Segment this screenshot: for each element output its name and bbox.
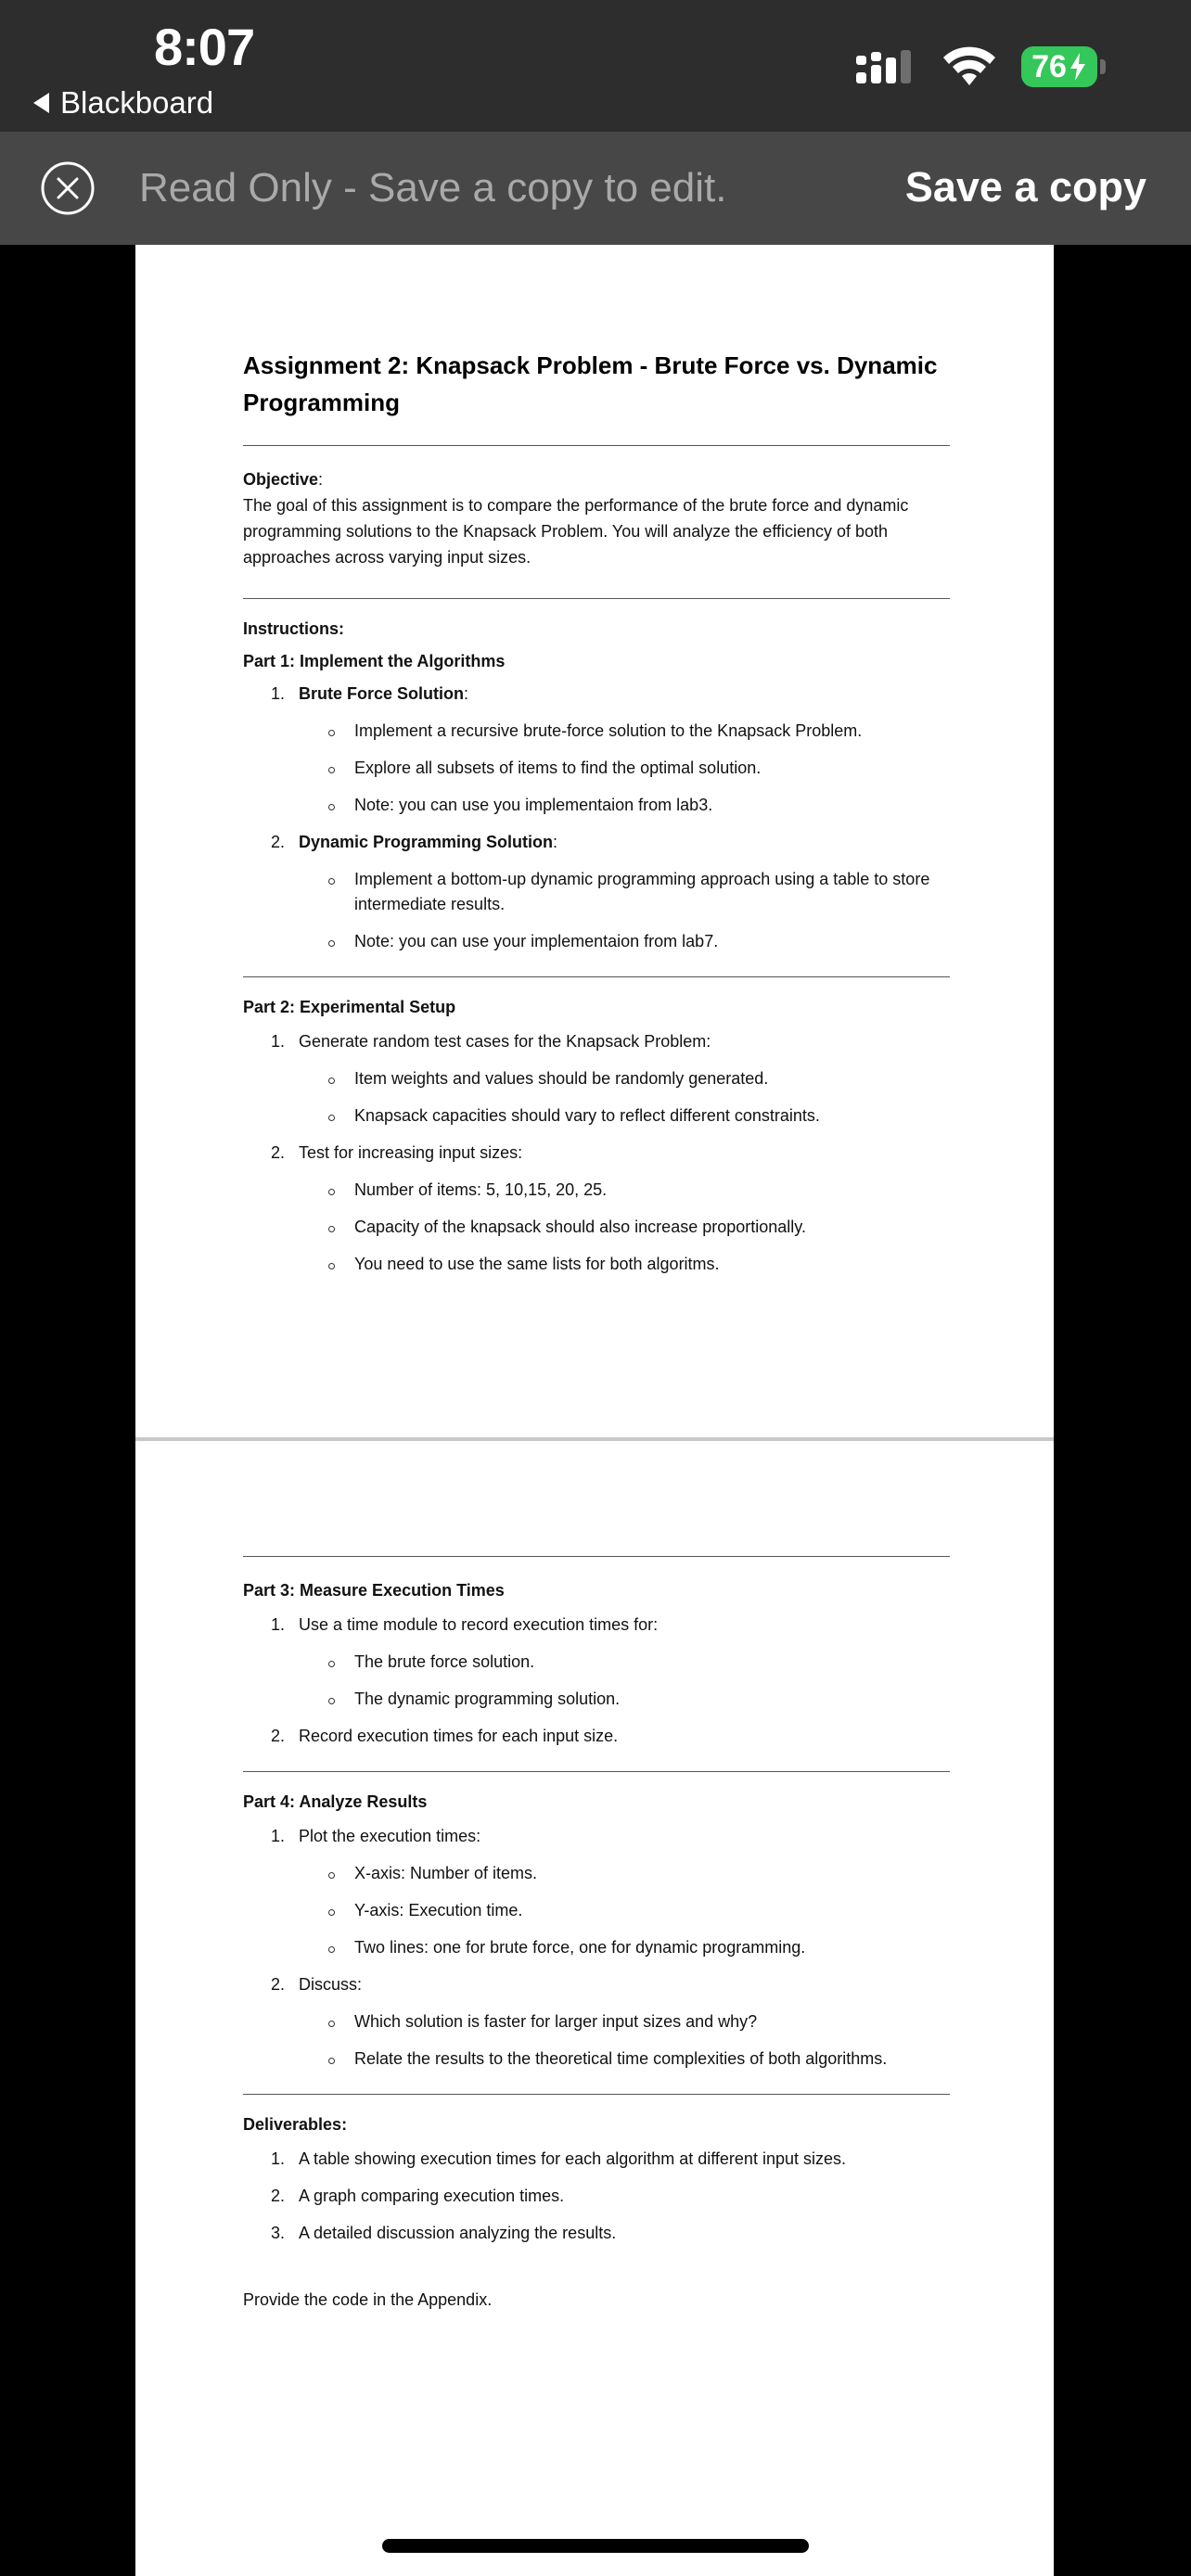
instructions-label: Instructions: — [243, 619, 345, 638]
list-item: 1. Plot the execution times: X-axis: Number of items. Y-axis: Execution time. Two lines: one for brute force, one for dynamic programming. — [271, 1823, 950, 1960]
save-a-copy-button[interactable]: Save a copy — [904, 163, 1146, 210]
list-item: 3. A detailed discussion analyzing the results. — [271, 2224, 617, 2242]
bullet-item: Relate the results to the theoretical time complexities of both algorithms. — [327, 2047, 950, 2072]
part3-list — [271, 1612, 950, 1749]
list-item: 2. A graph comparing execution times. — [271, 2187, 565, 2205]
list-item: 1. A table showing execution times for each algorithm at different input sizes. — [271, 2149, 846, 2168]
part1-heading: Part 1: Implement the Algorithms — [243, 652, 506, 670]
bullet-item: Capacity of the knapsack should also increase proportionally. — [327, 1215, 950, 1240]
bullet-item: Two lines: one for brute force, one for dynamic programming. — [327, 1935, 950, 1960]
objective-text: The goal of this assignment is to compare the performance of the brute force and dynamic programming solutions to the Knapsack Problem. You will analyze the efficiency of both approaches across varying input sizes. — [243, 496, 909, 567]
list-item: 1. Brute Force Solution: Implement a recursive brute-force solution to the Knapsack Problem. Explore all subsets of items to find the optimal solution. Note: you can use you implementaion from lab3. — [271, 681, 950, 818]
charging-bolt-icon — [1069, 53, 1087, 81]
bullet-item: Explore all subsets of items to find the optimal solution. — [327, 756, 950, 781]
home-indicator[interactable] — [382, 2539, 809, 2553]
bullet-item: Knapsack capacities should vary to reflect different constraints. — [327, 1103, 950, 1129]
bullet-item: Note: you can use your implementaion from lab7. — [327, 929, 950, 954]
list-item: 2. Dynamic Programming Solution: Implement a bottom-up dynamic programming approach using a table to store intermediate results. Note: you can use your implementaion from lab7. — [271, 829, 950, 954]
bullet-item: The brute force solution. — [327, 1650, 950, 1675]
objective-label: Objective — [243, 470, 319, 489]
part4-list — [271, 1823, 950, 2072]
list-item: 2. Record execution times for each input size. — [271, 1727, 619, 1745]
divider — [243, 1556, 950, 1557]
battery-nub — [1100, 59, 1106, 74]
list-item: 1. Use a time module to record execution times for: The brute force solution. The dynamic programming solution. — [271, 1612, 950, 1712]
bullet-item: Item weights and values should be randomly generated. — [327, 1066, 950, 1091]
cellular-signal-icon — [854, 48, 917, 85]
part1-list — [271, 681, 950, 954]
document-page-1 — [135, 245, 1054, 1437]
divider — [243, 2094, 950, 2095]
back-triangle-icon — [33, 93, 49, 113]
read-only-toolbar — [0, 132, 1191, 245]
divider — [243, 976, 950, 977]
bullet-item: Y-axis: Execution time. — [327, 1898, 950, 1923]
bullet-item: X-axis: Number of items. — [327, 1861, 950, 1886]
list-item: 1. Generate random test cases for the Knapsack Problem: Item weights and values should be randomly generated. Knapsack capacities should vary to reflect different constraints. — [271, 1028, 950, 1129]
back-app-label: Blackboard — [60, 85, 214, 120]
status-bar — [0, 0, 1191, 132]
status-icons — [854, 46, 1106, 87]
objective-section: Objective: The goal of this assignment is to compare the performance of the brute force and dynamic programming solutions to the Knapsack Problem. You will analyze the efficiency of both approaches across varying input sizes. — [243, 466, 950, 570]
bullet-item: You need to use the same lists for both algoritms. — [327, 1252, 950, 1277]
read-only-notice: Read Only - Save a copy to edit. — [139, 165, 727, 210]
part4-heading: Part 4: Analyze Results — [243, 1792, 428, 1811]
document-page-2 — [135, 1441, 1054, 2576]
bullet-item: Note: you can use you implementaion from lab3. — [327, 793, 950, 818]
status-time: 8:07 — [154, 18, 255, 76]
list-item: 2. Discuss: Which solution is faster for larger input sizes and why? Relate the results to the theoretical time complexities of both algorithms. — [271, 1971, 950, 2072]
divider — [243, 598, 950, 599]
list-item: 2. Test for increasing input sizes: Number of items: 5, 10,15, 20, 25. Capacity of the knapsack should also increase proportionally. You need to use the same lists for both algoritms. — [271, 1140, 950, 1277]
bullet-item: Implement a recursive brute-force solution to the Knapsack Problem. — [327, 719, 950, 744]
deliverables-list — [271, 2146, 950, 2246]
divider — [243, 445, 950, 446]
bullet-item: Which solution is faster for larger input sizes and why? — [327, 2009, 950, 2034]
back-to-app-button[interactable] — [33, 85, 213, 121]
divider — [243, 1771, 950, 1772]
bullet-item: The dynamic programming solution. — [327, 1687, 950, 1712]
part2-heading: Part 2: Experimental Setup — [243, 998, 456, 1016]
bullet-item: Implement a bottom-up dynamic programming approach using a table to store intermediate results. — [327, 867, 950, 917]
wifi-icon — [941, 46, 997, 87]
page-title: Assignment 2: Knapsack Problem - Brute Force vs. Dynamic Programming — [243, 351, 938, 416]
part2-list — [271, 1028, 950, 1277]
battery-indicator — [1021, 46, 1106, 87]
appendix-note: Provide the code in the Appendix. — [243, 2290, 493, 2309]
battery-level: 76 — [1031, 48, 1067, 84]
part3-heading: Part 3: Measure Execution Times — [243, 1581, 505, 1600]
bullet-item: Number of items: 5, 10,15, 20, 25. — [327, 1178, 950, 1203]
deliverables-heading: Deliverables: — [243, 2115, 348, 2134]
close-icon[interactable] — [39, 159, 96, 217]
